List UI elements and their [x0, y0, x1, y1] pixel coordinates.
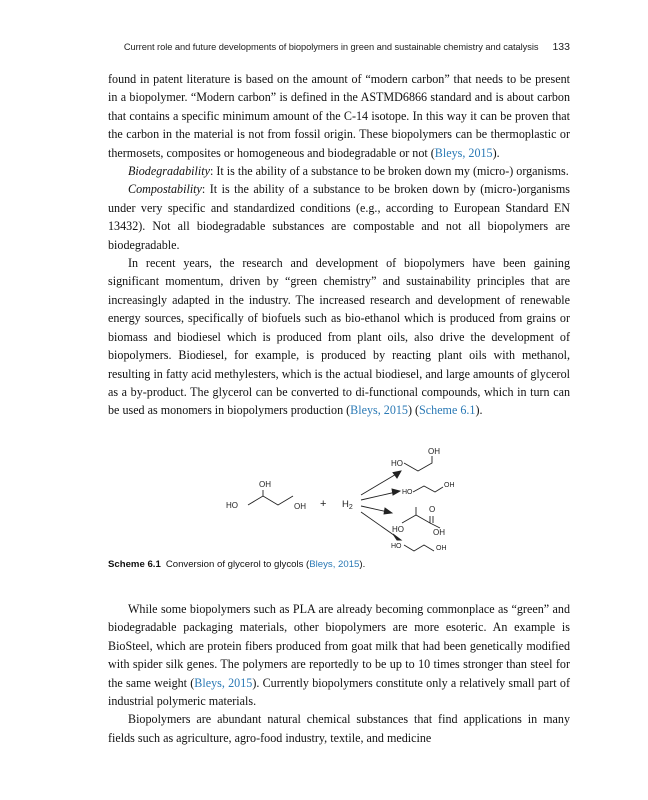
scheme-link[interactable]: Scheme 6.1 — [419, 403, 476, 418]
product-3-oh: OH — [433, 528, 445, 537]
product-4-structure — [404, 545, 434, 551]
product-2-oh: OH — [444, 482, 455, 489]
running-head-title: Current role and future developments of biopolymers in green and sustainable chemistry and catalysis — [123, 42, 539, 52]
paragraph-modern-carbon: found in patent literature is based on the amount of “modern carbon” that needs to be present in a biopolymer. “Modern carbon” is defined in the ASTMD6866 standard and is about carbon that contains a specific minimum amount of the C-14 isotope. In this way it can be proven that the carbon in the material is not from fossil origin. These biopolymers can be thermoplastic or thermosets, composites or homogeneous and biodegradable or not (Bleys, 2015). — [108, 72, 570, 160]
paragraph-compostability: Compostability: It is the ability of a substance to be broken down by (micro-)organisms under very specific and standardized conditions (e.g., according to European Standard EN 13432). Not all biodegradable substances are compostable and not all biopolymers are biodegradable. — [108, 182, 570, 252]
glycerol-structure — [248, 490, 293, 505]
product-4-oh: OH — [436, 545, 447, 552]
reagent-h2: $H_2$ — [342, 499, 353, 511]
citation-link[interactable]: Bleys, 2015 — [434, 145, 493, 160]
glycerol-ho: HO — [226, 501, 238, 510]
paragraph-biodegradability: Biodegradability: It is the ability of a substance to be broken down my (micro-) organisms. — [128, 164, 569, 179]
citation-link[interactable]: Bleys, 2015 — [350, 403, 408, 418]
paragraph-applications: Biopolymers are abundant natural chemical substances that find applications in many fields such as agriculture, agro-food industry, textile, and medicine — [108, 712, 570, 745]
product-1-ho: HO — [391, 459, 403, 468]
term-compostability: Compostability — [128, 182, 202, 197]
page-number: 133 — [552, 41, 570, 53]
scheme-diagram — [108, 446, 570, 566]
product-1-oh: OH — [428, 447, 440, 456]
body-text-bottom — [108, 600, 570, 747]
plus-sign: + — [320, 498, 327, 510]
product-4-ho: HO — [391, 543, 402, 550]
product-2-structure — [413, 486, 443, 492]
product-2-ho: HO — [402, 489, 413, 496]
product-1-structure — [404, 456, 432, 471]
glycerol-oh-top: OH — [259, 480, 271, 489]
product-3-ho: HO — [392, 525, 404, 534]
running-head — [108, 41, 570, 53]
product-3-o: O — [429, 505, 436, 514]
glycerol-oh-right: OH — [294, 502, 306, 511]
term-biodegradability: Biodegradability — [128, 164, 210, 179]
caption-label: Scheme 6.1 — [108, 559, 161, 570]
paragraph-research: In recent years, the research and development of biopolymers have been gaining significant momentum, driven by “green chemistry” and sustainability principles that are increasingly adapted in the industry. The increased research and development of renewable energy sources, specifically of biofuels such as bio-ethanol which is produced from grains or biomass and biodiesel which is produced from plant oils, also drive the development of biopolymers. Biodiesel, for example, is produced by reacting plant oils with methanol, resulting in fatty acid methylesters, which is the actual biodiesel, and large amounts of glycerol as a by-product. The glycerol can be converted to di-functional compounds, which in turn can be used as monomers in biopolymers production (Bleys, 2015) (Scheme 6.1). — [108, 256, 570, 418]
citation-link[interactable]: Bleys, 2015 — [194, 675, 253, 690]
body-text-top — [108, 70, 570, 420]
scheme-caption: Scheme 6.1 Conversion of glycerol to glycols (Bleys, 2015). — [108, 559, 366, 570]
paragraph-biosteel: While some biopolymers such as PLA are already becoming commonplace as “green” and biodegradable packaging materials, other biopolymers are more esoteric. An example is BioSteel, which are protein fibers produced from goat milk that had been genetically modified with spider silk genes. The polymers are reportedly to be up to 10 times stronger than steel for the same weight (Bleys, 2015). Currently biopolymers constitute only a relatively small part of industrial polymeric materials. — [108, 602, 570, 709]
citation-link[interactable]: Bleys, 2015 — [309, 559, 360, 570]
scheme-figure — [108, 446, 570, 566]
